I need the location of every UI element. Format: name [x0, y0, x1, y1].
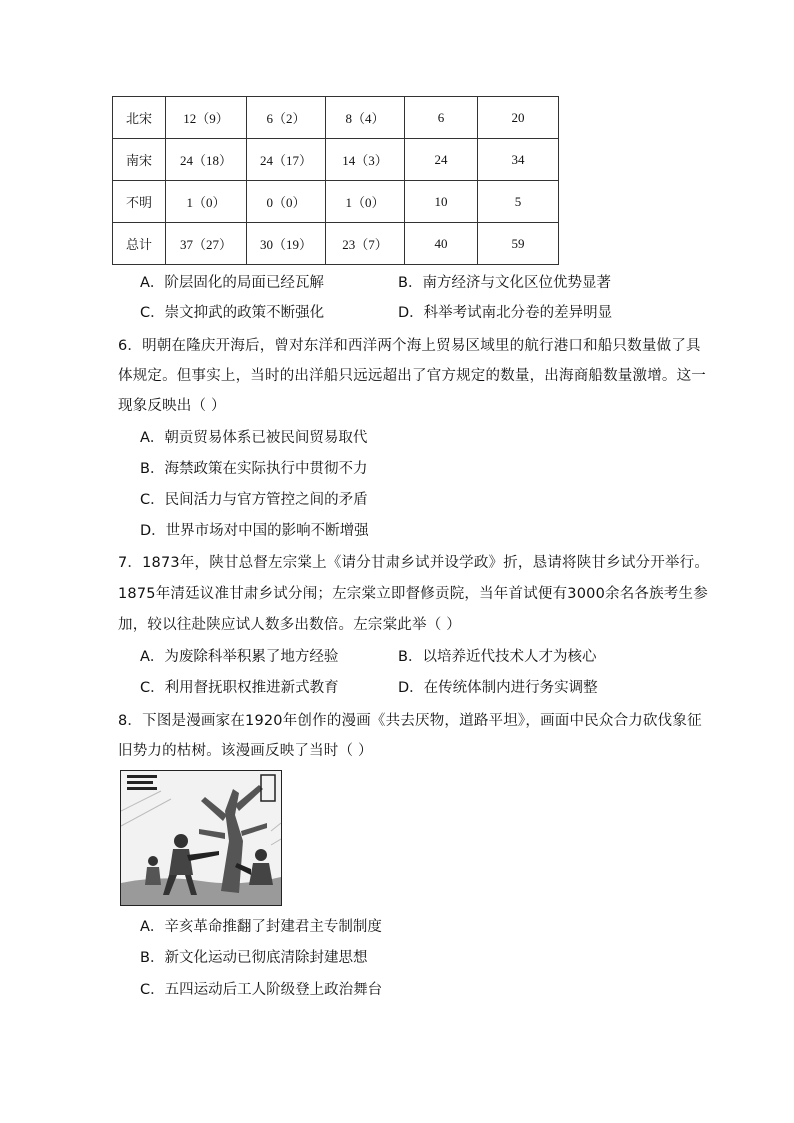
table-cell: 12（9）: [166, 97, 247, 139]
q6-option-a: A．朝贡贸易体系已被民间贸易取代: [140, 430, 368, 446]
table-cell: 1（0）: [326, 181, 405, 223]
q6-option-b: B．海禁政策在实际执行中贯彻不力: [140, 461, 368, 477]
table-cell: 30（19）: [247, 223, 326, 265]
q8-option-a: A．辛亥革命推翻了封建君主专制制度: [140, 919, 382, 935]
table-row: [113, 139, 559, 181]
q5-option-d: D．科举考试南北分卷的差异明显: [398, 305, 613, 321]
table-cell: 不明: [113, 181, 166, 223]
q7-option-c: C．利用督抚职权推进新式教育: [140, 680, 339, 696]
q7-stem-line-3: 加，较以往赴陕应试人数多出数倍。左宗棠此举（ ）: [118, 617, 461, 633]
table-cell: 6（2）: [247, 97, 326, 139]
table-cell: 23（7）: [326, 223, 405, 265]
score-table: [112, 96, 559, 265]
table-cell: 34: [478, 139, 559, 181]
table-cell: 24: [405, 139, 478, 181]
q6-option-c: C．民间活力与官方管控之间的矛盾: [140, 492, 368, 508]
table-cell: 14（3）: [326, 139, 405, 181]
q7-option-b: B．以培养近代技术人才为核心: [398, 649, 597, 665]
q5-option-b: B．南方经济与文化区位优势显著: [398, 275, 611, 291]
q7-stem-line-2: 1875年清廷议准甘肃乡试分闱；左宗棠立即督修贡院，当年首试便有3000余名各族考生参: [118, 586, 708, 602]
cartoon-image: [120, 770, 282, 906]
q6-stem-line-2: 体规定。但事实上，当时的出洋船只远远超出了官方规定的数量，出海商船数量激增。这一: [118, 368, 706, 384]
table-cell: 0（0）: [247, 181, 326, 223]
q7-option-d: D．在传统体制内进行务实调整: [398, 680, 598, 696]
table-row: [113, 181, 559, 223]
table-cell: 37（27）: [166, 223, 247, 265]
table-cell: 20: [478, 97, 559, 139]
q5-option-a: A．阶层固化的局面已经瓦解: [140, 275, 324, 291]
q5-option-c: C．崇文抑武的政策不断强化: [140, 305, 325, 321]
q7-stem-line-1: 7．1873年，陕甘总督左宗棠上《请分甘肃乡试并设学政》折，恳请将陕甘乡试分开举行。: [118, 555, 710, 571]
table-cell: 5: [478, 181, 559, 223]
table-cell: 总计: [113, 223, 166, 265]
table-cell: 8（4）: [326, 97, 405, 139]
table-cell: 24（18）: [166, 139, 247, 181]
q8-stem-line-1: 8．下图是漫画家在1920年创作的漫画《共去厌物，道路平坦》，画面中民众合力砍伐象征: [118, 713, 702, 729]
q7-option-a: A．为废除科举积累了地方经验: [140, 649, 339, 665]
table-cell: 南宋: [113, 139, 166, 181]
table-cell: 40: [405, 223, 478, 265]
q8-stem-line-2: 旧势力的枯树。该漫画反映了当时（ ）: [118, 743, 373, 759]
cartoon-illustration: [121, 771, 281, 905]
q6-option-d: D．世界市场对中国的影响不断增强: [140, 523, 369, 539]
table-cell: 北宋: [113, 97, 166, 139]
table-cell: 1（0）: [166, 181, 247, 223]
table-cell: 59: [478, 223, 559, 265]
q6-stem-line-3: 现象反映出（ ）: [118, 398, 226, 414]
q8-option-c: C．五四运动后工人阶级登上政治舞台: [140, 982, 383, 998]
table-cell: 24（17）: [247, 139, 326, 181]
table-row: [113, 97, 559, 139]
q8-option-b: B．新文化运动已彻底清除封建思想: [140, 950, 368, 966]
table-row: [113, 223, 559, 265]
table-cell: 10: [405, 181, 478, 223]
table-cell: 6: [405, 97, 478, 139]
q6-stem-line-1: 6．明朝在隆庆开海后，曾对东洋和西洋两个海上贸易区域里的航行港口和船只数量做了具: [118, 338, 701, 354]
